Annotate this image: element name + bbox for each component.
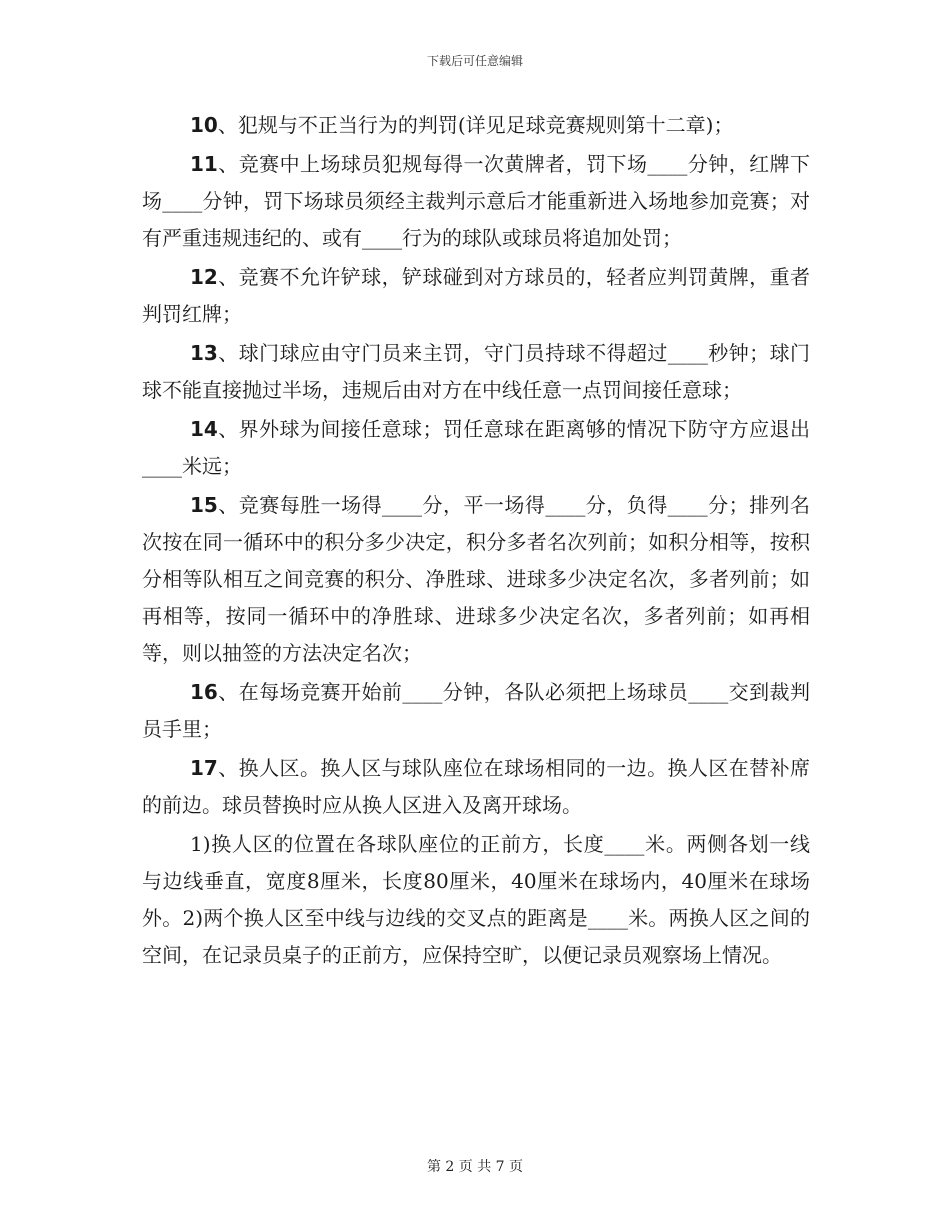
rule-item-13 — [142, 335, 810, 409]
rule-text: 、换人区。换人区与球队座位在球场相同的一边。换人区在替补席的前边。球员替换时应从换人区进入及离开球场。 — [142, 756, 810, 817]
rule-text: 、竞赛每胜一场得____分，平一场得____分，负得____分；排列名次按在同一循环中的积分多少决定，积分多者名次列前；如积分相等，按积分相等队相互之间竞赛的积分、净胜球、进球多少决定名次，多者列前；如再相等，按同一循环中的净胜球、进球多少决定名次，多者列前；如再相等，则以抽签的方法决定名次； — [142, 493, 810, 665]
document-body — [142, 107, 810, 976]
page-footer: 第 2 页 共 7 页 — [426, 1159, 524, 1175]
rule-text: 、竞赛中上场球员犯规每得一次黄牌者，罚下场____分钟，红牌下场____分钟，罚下场球员须经主裁判示意后才能重新进入场地参加竞赛；对有严重违规违纪的、或有____行为的球队或球员将追加处罚； — [142, 152, 810, 250]
rule-number: 11 — [190, 152, 218, 176]
rule-item-17 — [142, 750, 810, 824]
rule-text: 、界外球为间接任意球；罚任意球在距离够的情况下防守方应退出____米远； — [142, 417, 810, 478]
rule-text: 、犯规与不正当行为的判罚(详见足球竞赛规则第十二章)； — [217, 113, 734, 137]
rule-item-10 — [142, 107, 810, 144]
rule-number: 12 — [190, 265, 218, 289]
rule-number: 15 — [190, 493, 218, 517]
page-header: 下载后可任意编辑 — [426, 54, 523, 68]
rule-number: 14 — [190, 417, 218, 441]
rule-17-sub-paragraph: 1)换人区的位置在各球队座位的正前方，长度____米。两侧各划一线与边线垂直，宽度8厘米，长度80厘米，40厘米在球场内，40厘米在球场外。2)两个换人区至中线与边线的交叉点的距离是____米。两换人区之间的空间，在记录员桌子的正前方，应保持空旷，以便记录员观察场上情况。 — [142, 832, 810, 967]
rule-text: 、球门球应由守门员来主罚，守门员持球不得超过____秒钟；球门球不能直接抛过半场，违规后由对方在中线任意一点罚间接任意球； — [142, 341, 810, 402]
rule-item-14 — [142, 411, 810, 485]
rule-number: 10 — [190, 113, 218, 137]
rule-number: 17 — [190, 756, 218, 780]
rule-text: 、在每场竞赛开始前____分钟，各队必须把上场球员____交到裁判员手里； — [142, 680, 810, 741]
rule-text: 、竞赛不允许铲球，铲球碰到对方球员的，轻者应判罚黄牌，重者判罚红牌； — [142, 265, 810, 326]
rule-item-11 — [142, 146, 810, 257]
rule-item-12 — [142, 259, 810, 333]
rule-number: 13 — [190, 341, 218, 365]
rule-item-15 — [142, 487, 810, 672]
rule-number: 16 — [190, 680, 218, 704]
rule-item-16 — [142, 674, 810, 748]
